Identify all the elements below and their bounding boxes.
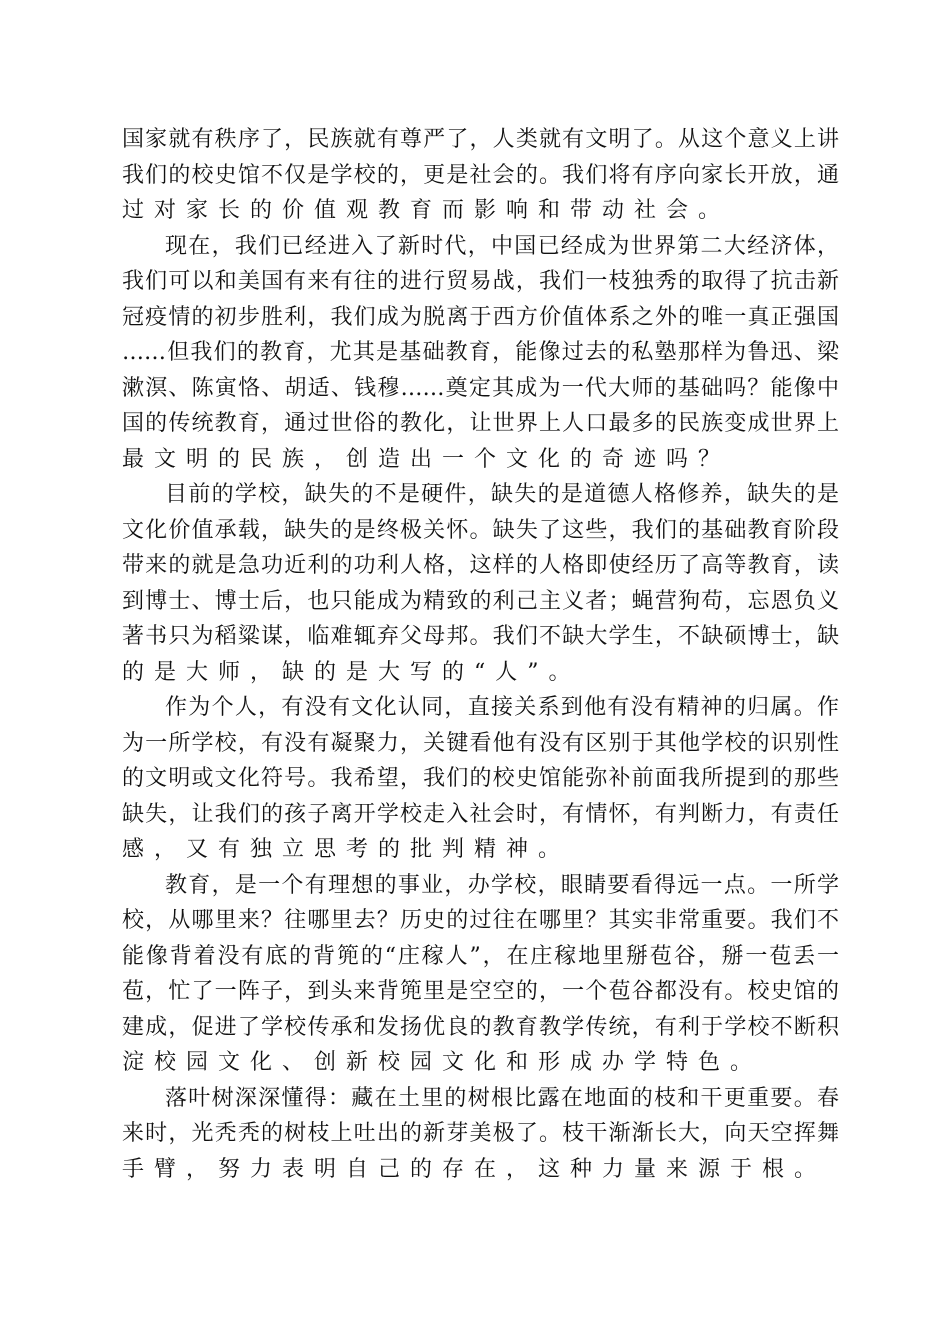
text-line: 校，从哪里来？往哪里去？历史的过往在哪里？其实非常重要。我们不 [122,908,839,933]
text-line: 的是大师，缺的是大写的“人”。 [122,659,581,685]
text-line: 漱溟、陈寅恪、胡适、钱穆……奠定其成为一代大师的基础吗？能像中 [122,375,839,401]
text-line: 手臂，努力表明自己的存在，这种力量来源于根。 [122,1156,827,1182]
text-line: 带来的就是急功近利的功利人格，这样的人格即使经历了高等教育，读 [122,553,839,578]
text-line: 冠疫情的初步胜利，我们成为脱离于西方价值体系之外的唯一真正强国 [122,304,839,330]
paragraph [122,477,839,690]
text-line: ……但我们的教育，尤其是基础教育，能像过去的私塾那样为鲁迅、梁 [122,340,839,365]
text-line: 目前的学校，缺失的不是硬件，缺失的是道德人格修养，缺失的是 [165,482,839,507]
text-line: 现在，我们已经进入了新时代，中国已经成为世界第二大经济体， [165,233,839,259]
text-line: 作为个人，有没有文化认同，直接关系到他有没有精神的归属。作 [165,695,839,720]
text-line: 到博士、博士后，也只能成为精致的利己主义者；蝇营狗苟，忘恩负义 [122,588,839,614]
paragraph [122,868,839,1081]
paragraph [122,229,839,478]
text-line: 我们的校史馆不仅是学校的，更是社会的。我们将有序向家长开放，通 [122,162,839,188]
text-line: 为一所学校，有没有凝聚力，关键看他有没有区别于其他学校的识别性 [122,730,839,756]
paragraph [122,122,839,229]
paragraph [122,690,839,868]
text-line: 感，又有独立思考的批判精神。 [122,837,571,862]
text-line: 的文明或文化符号。我希望，我们的校史馆能弥补前面我所提到的那些 [122,766,839,791]
text-line: 苞，忙了一阵子，到头来背篼里是空空的，一个苞谷都没有。校史馆的 [122,979,839,1004]
text-line: 过对家长的价值观教育而影响和带动社会。 [122,198,731,223]
text-line: 建成，促进了学校传承和发扬优良的教育教学传统，有利于学校不断积 [122,1014,839,1040]
text-line: 教育，是一个有理想的事业，办学校，眼睛要看得远一点。一所学 [165,872,839,898]
text-line: 文化价值承载，缺失的是终极关怀。缺失了这些，我们的基础教育阶段 [122,517,839,543]
paragraph [122,1081,839,1188]
document-page [122,122,839,1187]
text-line: 最文明的民族，创造出一个文化的奇迹吗？ [122,446,731,472]
text-line: 国家就有秩序了，民族就有尊严了，人类就有文明了。从这个意义上讲 [122,127,839,152]
text-line: 能像背着没有底的背篼的“庄稼人”，在庄稼地里掰苞谷，掰一苞丢一 [122,943,839,969]
text-line: 著书只为稻粱谋，临难辄弃父母邦。我们不缺大学生，不缺硕博士，缺 [122,624,839,649]
text-line: 我们可以和美国有来有往的进行贸易战，我们一枝独秀的取得了抗击新 [122,269,839,294]
text-line: 国的传统教育，通过世俗的教化，让世界上人口最多的民族变成世界上 [122,411,839,436]
text-line: 淀校园文化、创新校园文化和形成办学特色。 [122,1050,763,1075]
text-line: 来时，光秃秃的树枝上吐出的新芽美极了。枝干渐渐长大，向天空挥舞 [122,1121,839,1146]
text-line: 落叶树深深懂得：藏在土里的树根比露在地面的枝和干更重要。春 [165,1085,839,1111]
text-line: 缺失，让我们的孩子离开学校走入社会时，有情怀，有判断力，有责任 [122,801,839,827]
